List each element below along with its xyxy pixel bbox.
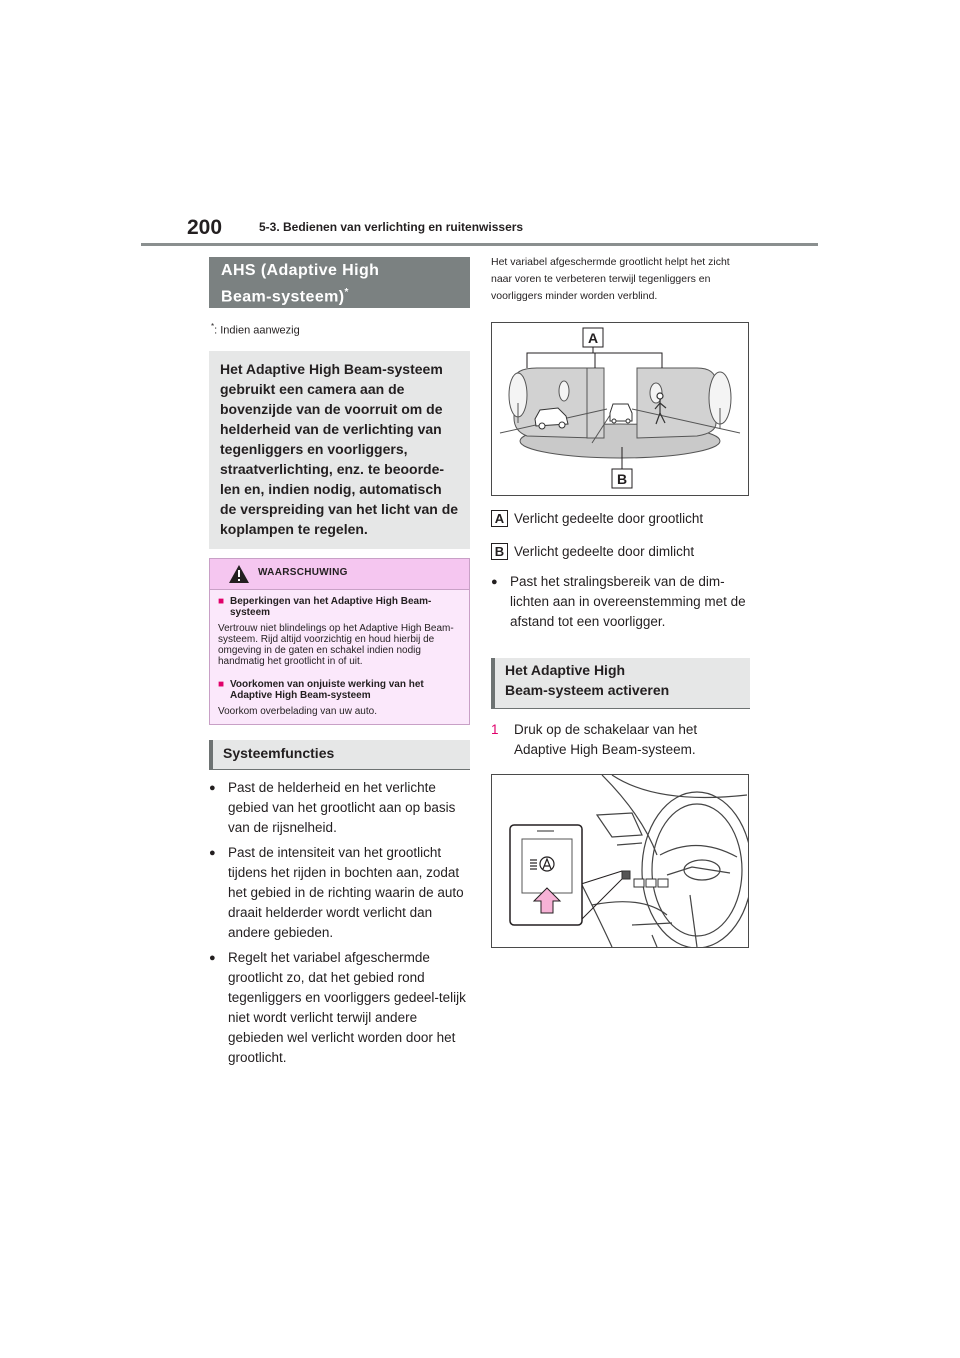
- functions-list: [209, 778, 470, 1068]
- running-header: 5-3. Bedienen van verlichting en ruitenwissers: [259, 220, 524, 234]
- warning-triangle-icon: [228, 564, 250, 584]
- right-column: [491, 254, 750, 948]
- page-number: 200: [187, 216, 223, 239]
- section-title-line2: Beam-systeem)*: [221, 287, 349, 306]
- activate-heading-line2: Beam-systeem activeren: [505, 682, 670, 698]
- warning-item-title: ■ Voorkomen van onjuiste werking van het Adaptive High Beam-systeem: [218, 678, 424, 701]
- list-item: ● Past de helderheid en het verlichte gebied van het grootlicht aan op basis van de rijsnelheid.: [209, 778, 470, 838]
- section-title: [209, 257, 470, 308]
- square-bullet-icon: ■: [218, 678, 225, 690]
- switch-illustration: [491, 774, 749, 948]
- section-title-line1: AHS (Adaptive High: [221, 262, 380, 279]
- step-text: Druk op de schakelaar van het Adaptive High Beam-systeem.: [514, 722, 698, 757]
- legend-text-a: Verlicht gedeelte door grootlicht: [514, 511, 704, 526]
- warning-item-title: ■ Beperkingen van het Adaptive High Beam-systeem: [218, 595, 432, 618]
- legend-key-b: B: [491, 543, 508, 560]
- warning-item-text: Voorkom overbelading van uw auto.: [218, 705, 377, 717]
- legend-key-a: A: [491, 510, 508, 527]
- activate-heading: [491, 658, 750, 709]
- step-number: 1: [491, 722, 499, 737]
- list-item: ● Regelt het variabel afgeschermde grootlicht zo, dat het gebied rond tegenliggers en voorliggers gedeel-telijk niet wordt verlicht terwijl andere gebieden wel verlicht worden door het grootlicht.: [209, 948, 470, 1068]
- activate-heading-line1: Het Adaptive High: [505, 662, 626, 678]
- left-column: [209, 257, 470, 1073]
- list-item: ● Past het stralingsbereik van de dim-lichten aan in overeenstemming met de afstand tot een voorligger.: [491, 572, 750, 632]
- footnote: [209, 322, 470, 337]
- warning-item-text: Vertrouw niet blindelings op het Adaptive High Beam-systeem. Rijd altijd voorzichtig en houd hierbij de omgeving in de gaten en schakel indien nodig handmatig het grootlicht in of uit.: [218, 622, 454, 667]
- warning-box: [209, 558, 470, 725]
- list-item: ● Past de intensiteit van het grootlicht tijdens het rijden in bochten aan, zodat het gebied in de richting waarin de auto draait helderder wordt verlicht dan andere gebieden.: [209, 843, 470, 943]
- title-footnote-mark: *: [344, 287, 349, 298]
- label-b: B: [616, 471, 628, 487]
- beam-illustration: [491, 322, 749, 496]
- functions-heading: Systeemfuncties: [209, 740, 470, 770]
- intro-box: Het Adaptive High Beam-systeem gebruikt een camera aan de bovenzijde van de voorruit om de helderheid van de verlichting van tegenliggers en voorliggers, straatverlichting, enz. te beoorde-len en, indien nodig, automatisch de verspreiding van het licht van de koplampen te regelen.: [209, 351, 470, 549]
- header-rule: [141, 243, 818, 246]
- step-1: [491, 720, 750, 760]
- warning-heading: WAARSCHUWING: [258, 566, 348, 578]
- square-bullet-icon: ■: [218, 595, 225, 607]
- footnote-text: : Indien aanwezig: [214, 324, 300, 337]
- intro-paragraph: Het variabel afgeschermde grootlicht helpt het zicht naar voren te verbeteren terwijl tegenliggers en voorliggers minder worden verblind.: [491, 256, 730, 302]
- label-a: A: [587, 330, 599, 346]
- warning-body: [210, 590, 469, 724]
- legend-text-b: Verlicht gedeelte door dimlicht: [514, 544, 695, 559]
- beam-list: [491, 572, 750, 632]
- headlight-beam-illustration: [492, 323, 748, 495]
- legend-item-a: [491, 510, 750, 527]
- dashboard-switch-illustration: [492, 775, 748, 947]
- legend-item-b: [491, 543, 750, 560]
- footnote-mark: *: [211, 322, 215, 331]
- warning-header: [210, 559, 469, 590]
